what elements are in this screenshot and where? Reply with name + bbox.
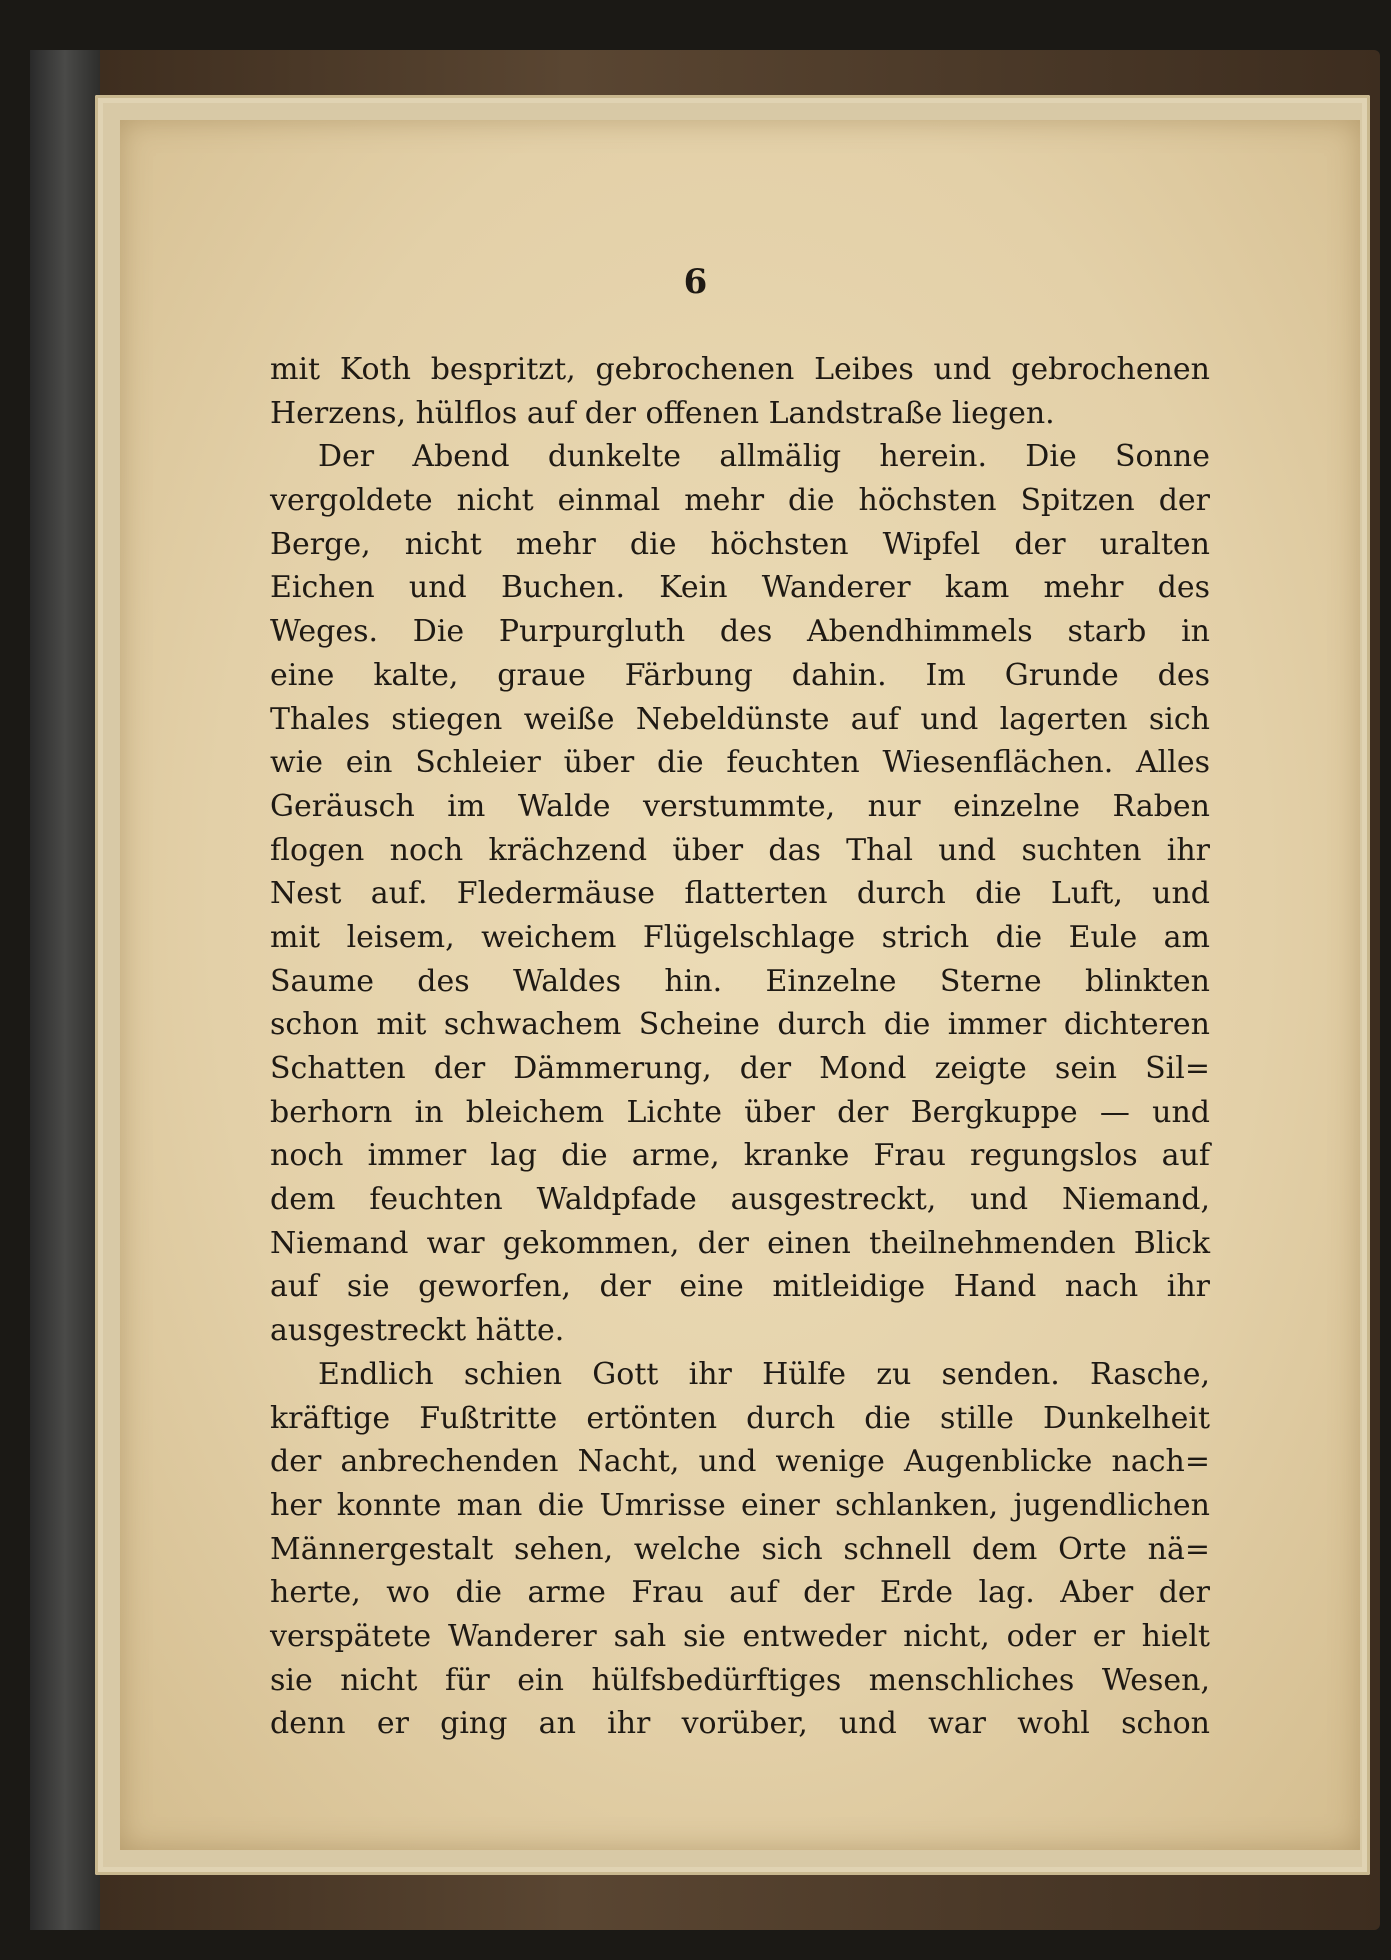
text-line: kräftige Fußtritte ertönten durch die stille Dunkelheit: [270, 1400, 1210, 1436]
text-line: Weges. Die Purpurgluth des Abendhimmels starb in: [270, 614, 1210, 650]
text-line: Endlich schien Gott ihr Hülfe zu senden. Rasche,: [318, 1356, 1210, 1392]
text-line: mit leisem, weichem Flügelschlage strich die Eule am: [270, 919, 1210, 955]
text-line: Eichen und Buchen. Kein Wanderer kam mehr des: [270, 570, 1210, 606]
text-line: Schatten der Dämmerung, der Mond zeigte sein Sil=: [270, 1051, 1210, 1086]
text-line: eine kalte, graue Färbung dahin. Im Grunde des: [270, 657, 1210, 693]
text-line: noch immer lag die arme, kranke Frau regungslos auf: [270, 1138, 1210, 1174]
body-text: [270, 348, 1210, 1746]
text-line: auf sie geworfen, der eine mitleidige Hand nach ihr: [270, 1269, 1210, 1305]
text-line: Der Abend dunkelte allmälig herein. Die Sonne: [318, 439, 1210, 475]
text-line: Niemand war gekommen, der einen theilnehmenden Blick: [270, 1225, 1210, 1261]
text-line: Berge, nicht mehr die höchsten Wipfel der uralten: [270, 526, 1210, 562]
text-line: Thales stiegen weiße Nebeldünste auf und lagerten sich: [270, 701, 1210, 737]
book-spine: [30, 50, 100, 1930]
text-line: schon mit schwachem Scheine durch die immer dichteren: [270, 1007, 1210, 1043]
page-number: 6: [683, 262, 708, 302]
text-line: berhorn in bleichem Lichte über der Bergkuppe — und: [270, 1094, 1210, 1130]
text-line: Saume des Waldes hin. Einzelne Sterne blinkten: [270, 963, 1210, 999]
text-line: her konnte man die Umrisse einer schlanken, jugendlichen: [270, 1487, 1210, 1523]
text-line: ausgestreckt hätte.: [270, 1313, 565, 1349]
text-line: Nest auf. Fledermäuse flatterten durch die Luft, und: [270, 876, 1210, 912]
text-line: der anbrechenden Nacht, und wenige Augenblicke nach=: [270, 1444, 1210, 1480]
text-line: sie nicht für ein hülfsbedürftiges menschliches Wesen,: [270, 1662, 1210, 1698]
text-line: mit Koth bespritzt, gebrochenen Leibes und gebrochenen: [270, 352, 1210, 387]
text-line: verspätete Wanderer sah sie entweder nicht, oder er hielt: [270, 1618, 1210, 1654]
text-line: vergoldete nicht einmal mehr die höchsten Spitzen der: [270, 483, 1210, 519]
text-line: herte, wo die arme Frau auf der Erde lag. Aber der: [270, 1575, 1210, 1611]
text-line: denn er ging an ihr vorüber, und war wohl schon: [270, 1706, 1210, 1742]
text-line: Herzens, hülflos auf der offenen Landstraße liegen.: [270, 395, 1055, 431]
text-line: dem feuchten Waldpfade ausgestreckt, und Niemand,: [270, 1182, 1210, 1218]
text-line: wie ein Schleier über die feuchten Wiesenflächen. Alles: [270, 745, 1210, 781]
text-line: Geräusch im Walde verstummte, nur einzelne Raben: [270, 788, 1210, 824]
text-line: flogen noch krächzend über das Thal und suchten ihr: [270, 832, 1210, 868]
text-line: Männergestalt sehen, welche sich schnell dem Orte nä=: [270, 1531, 1210, 1567]
